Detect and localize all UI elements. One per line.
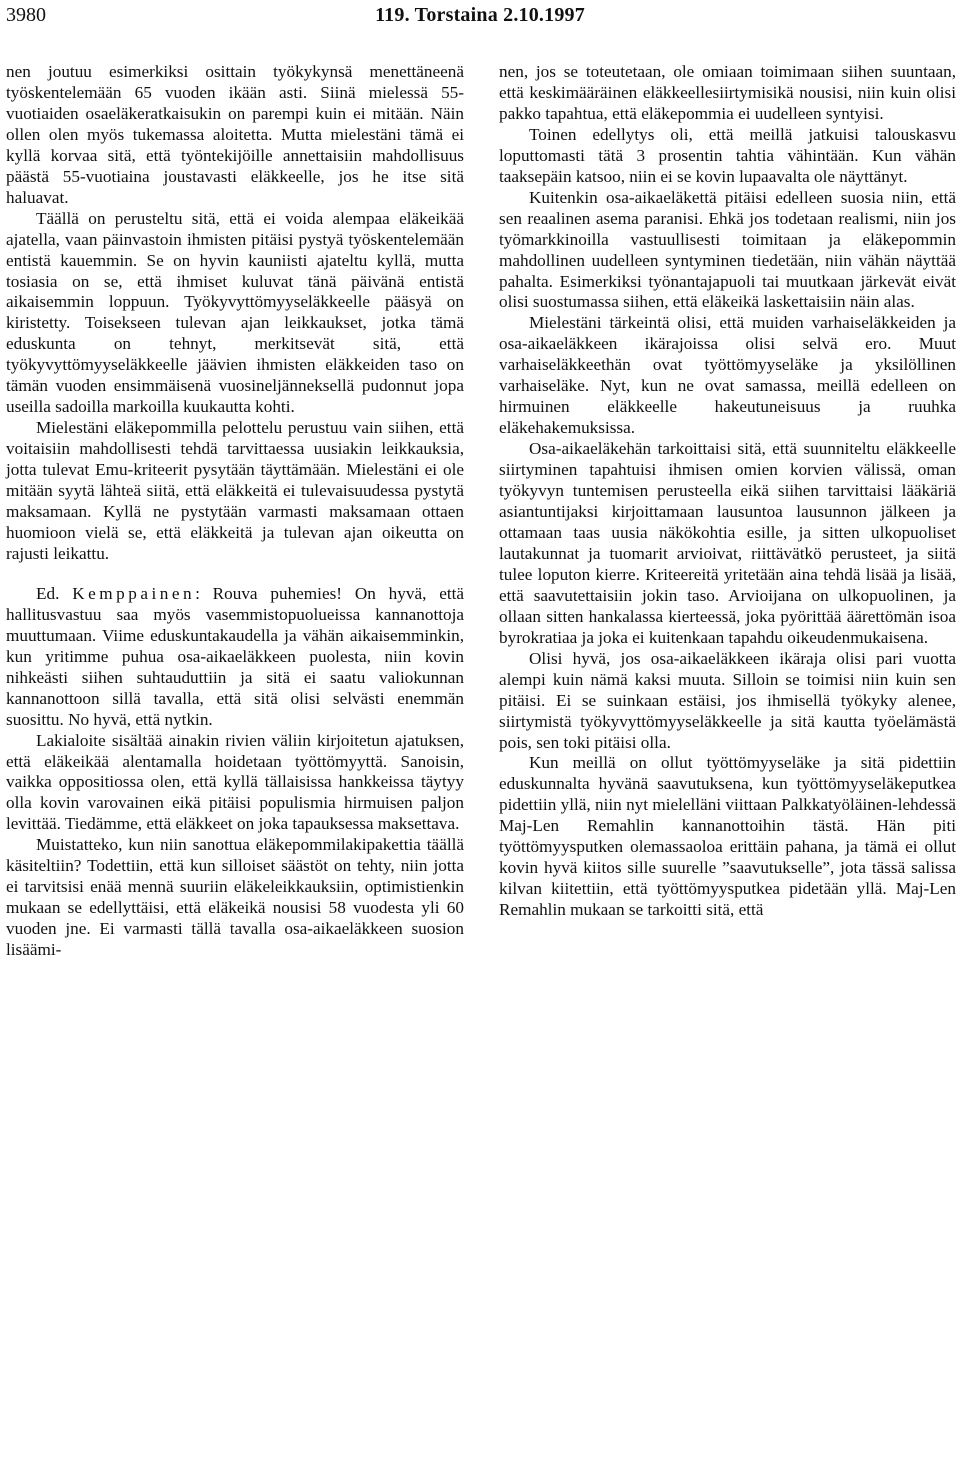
left-column (6, 62, 464, 961)
paragraph: Kun meillä on ollut työttömyyseläke ja sitä pidettiin eduskunnalta hyvänä saavutuksena, kun työttömyyseläkeputkea pidettiin yllä, niin nyt mielelläni viittaan Palkkatyöläinen-lehdessä Maj-Len Remahlin kannanottoihin tästä. Hän piti työttömyysputken olemassaoloa erittäin pahana, ja tämä ei ollut kovin hyvä kiitos sille suurelle ”saavutukselle”, jota tässä salissa kilvan kiitettiin, että työttömyysputkea pidetään yllä. Maj-Len Remahlin mukaan se tarkoitti sitä, että (499, 753, 956, 920)
paragraph: Olisi hyvä, jos osa-aikaeläkkeen ikäraja olisi pari vuotta alempi kuin nämä kaksi muuta. Silloin se toimisi niin kuin sen pitäisi. Ei se suinkaan estäisi, jos ihmisellä työkyky alenee, siirtymistä työkyvyttömyyseläkkeelle ja sitä kautta työelämästä pois, sen toki pitäisi olla. (499, 648, 956, 752)
paragraph: nen, jos se toteutetaan, ole omiaan toimimaan siihen suuntaan, että keskimääräinen eläkkeellesiirtymisikä nousisi, niin kuin olisi pakko tapahtua, että eläkepommia ei uudelleen syntyisi. (499, 62, 956, 123)
speaker-prefix: Ed. (36, 583, 60, 603)
right-column (499, 62, 956, 921)
session-title: 119. Torstaina 2.10.1997 (375, 4, 585, 26)
page-number: 3980 (6, 4, 46, 26)
paragraph: Osa-aikaeläkehän tarkoittaisi sitä, että suunniteltu eläkkeelle siirtyminen tapahtuisi ihmisen omien korvien välissä, oman työkyvyn tuntemisen perusteella eikä siihen tarvittaisi lääkäriä asiantuntijaksi kirjoittamaan lausuntoa lausunnon jälkeen ja ottamaan taas uusia näkökohtia esille, ja sitten ulkopuoliset lautakunnat ja tuomarit arvioivat, riittävätkö perusteet, ja siitä tulee loputon kierre. Kriteereitä yritetään aina tehdä lisää ja lisää, että saavutettaisiin jokin taso. Arvioijana on ulkopuolinen, ja ollaan sitten hankalassa kierteessä, joka pyörittää äärettömän isoa byrokratiaa ja joka ei kuitenkaan tapahdu oikeudenmukaisena. (499, 439, 956, 647)
speaker-name: Kemppainen (72, 583, 196, 603)
speaker-paragraph (6, 584, 464, 731)
page-header (6, 4, 954, 30)
paragraph: Toinen edellytys oli, että meillä jatkuisi talouskasvu loputtomasti tätä 3 prosentin tahtia vähintään. Kun vähän taaksepäin katsoo, niin ei se kovin lupaavalta ole näyttänyt. (499, 124, 956, 186)
paragraph: nen joutuu esimerkiksi osittain työkykynsä menettäneenä työskentelemään 65 vuoden ikään asti. Siinä mielessä 55-vuotiaiden osaeläkeratkaisukin on parempi kuin ei mitään. Näin ollen olen myös tukemassa aloitetta. Mutta mielestäni tämä ei kyllä korvaa sitä, että työntekijöille annettaisiin mahdollisuus päästä 55-vuotiaina joustavasti eläkkeelle, jos he itse sitä haluavat. (6, 62, 464, 207)
paragraph: Täällä on perusteltu sitä, että ei voida alempaa eläkeikää ajatella, vaan päinvastoin ihmisten pitäisi pystyä työskentelemään entistä kauemmin. Se on hyvin kauniisti ajateltu kyllä, mutta tosiasia on se, että ihmiset kuluvat tänä päivänä entistä aikaisemmin loppuun. Työkyvyttömyyseläkkeelle pääsyä on kiristetty. Toisekseen tulevan ajan leikkaukset, jotka tämä eduskunta on tehnyt, merkitsevät sitä, että työkyvyttömyyseläkkeelle jäävien ihmisten eläkkeiden taso on tämän vuoden ensimmäisenä vuosineljänneksellä pudonnut jopa useilla sadoilla markoilla kuukautta kohti. (6, 208, 464, 417)
paragraph: Lakialoite sisältää ainakin rivien väliin kirjoitetun ajatuksen, että eläkeikää alentamalla hoidetaan työttömyyttä. Sanoisin, vaikka oppositiossa olen, että kyllä tällaisissa hankkeissa täytyy olla kovin varovainen eikä pitäisi populismia hirmuisen paljon levittää. Tiedämme, että eläkkeet on joka tapauksessa maksettava. (6, 730, 464, 834)
paragraph: Kuitenkin osa-aikaeläkettä pitäisi edelleen suosia niin, että sen reaalinen asema paranisi. Ehkä jos todetaan realismi, niin jos työmarkkinoilla vastuullisesti toimitaan ja eläkepommin mahdollinen uudelleen syntyminen tiedetään, niin vähän näyttää pahalta. Esimerkiksi työnantajapuoli tai muutkaan järkevät eivät olisi suostumassa siihen, että eläkeikä laskettaisiin näin alas. (499, 187, 956, 312)
speaker-text: : Rouva puhemies! On hyvä, että hallitusvastuu saa myös vasemmistopuolueissa kannanottoja muuttumaan. Viime eduskuntakaudella ja vähän aikaisemminkin, kun yritimme puhua osa-aikaeläkkeen puolesta, niin kovin nihkeästi siihen suhtauduttiin ja sitä ei saatu valiokunnan kannanottoon sillä tavalla, että sitä olisi selvästi enemmän suosittu. No hyvä, että nytkin. (6, 583, 465, 729)
paragraph: Mielestäni eläkepommilla pelottelu perustuu vain siihen, että voitaisiin mahdollisesti tehdä tarvittaessa uusiakin leikkauksia, jotta tulevat Emu-kriteerit pysytään täyttämään. Mielestäni ei ole mitään syytä lähteä siitä, että eläkkeitä ei tulevaisuudessa pystytä maksamaan. Kyllä ne pystytään varmasti maksamaan ottaen huomioon vielä se, että eläkkeitä ja tulevan ajan oikeutta on rajusti leikattu. (6, 418, 464, 563)
paragraph: Muistatteko, kun niin sanottua eläkepommilakipakettia täällä käsiteltiin? Todettiin, että kun silloiset säästöt on tehty, niin jotta ei tarvitsisi enää mennä suuriin eläkeleikkauksiin, optimistienkin mukaan se edellyttäisi, että eläkeikä nousisi 58 vuodesta yli 60 vuoden jne. Ei varmasti tällä tavalla osa-aikaeläkkeen suosion lisäämi- (6, 835, 464, 960)
paragraph: Mielestäni tärkeintä olisi, että muiden varhaiseläkkeiden ja osa-aikaeläkkeen ikärajoissa olisi selvä ero. Muut varhaiseläkkeethän ovat työttömyyseläke ja yksilöllinen varhaiseläke. Nyt, kun ne ovat samassa, meillä edelleen on hirmuinen eläkkeelle hakeutuneisuus ja ruuhka eläkehakemuksissa. (499, 313, 956, 438)
